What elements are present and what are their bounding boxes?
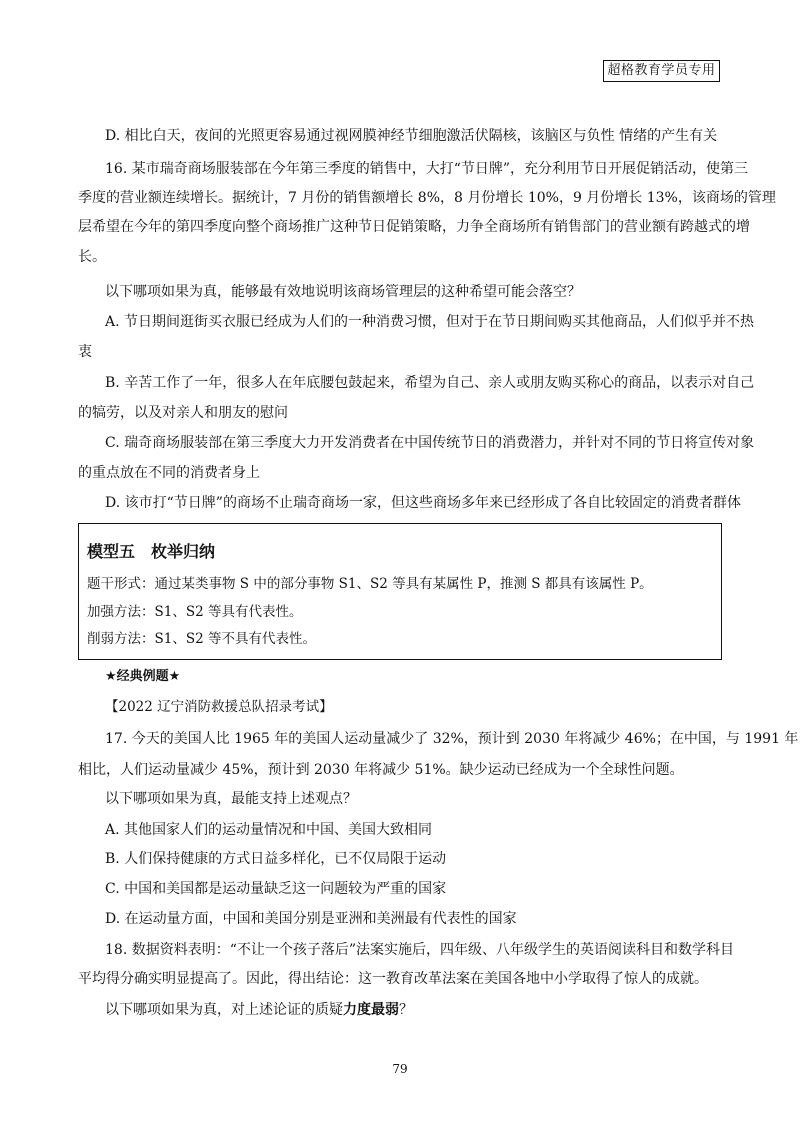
model-box-title: 模型五 枚举归纳 [87, 542, 216, 561]
model-box-form: 题干形式：通过某类事物 S 中的部分事物 S1、S2 等具有某属性 P，推测 S 都具有该属性 P。 [87, 576, 653, 592]
q18-stem-line-1: 18. 数据资料表明：“不让一个孩子落后”法案实施后，四年级、八年级学生的英语阅读科目和数学科目 [105, 942, 735, 958]
model-box [78, 523, 722, 660]
q18-question-suffix: ？ [399, 1002, 413, 1018]
q16-option-b-line-2: 的犒劳，以及对亲人和朋友的慰问 [78, 405, 288, 421]
q18-question-emphasis: 力度最弱 [343, 1002, 399, 1018]
q18-question-prefix: 以下哪项如果为真，对上述论证的质疑 [105, 1002, 343, 1018]
q17-option-a: A. 其他国家人们的运动量情况和中国、美国大致相同 [105, 822, 433, 838]
q16-question: 以下哪项如果为真，能够最有效地说明该商场管理层的这种希望可能会落空？ [105, 284, 581, 300]
q18-stem-line-2: 平均得分确实明显提高了。因此，得出结论：这一教育改革法案在美国各地中小学取得了惊人的成就。 [78, 971, 708, 987]
q16-option-a-line-2: 衷 [78, 344, 92, 360]
examples-heading: ★经典例题★ [105, 669, 181, 684]
q16-option-a-line-1: A. 节日期间逛街买衣服已经成为人们的一种消费习惯，但对于在节日期间购买其他商品，人们似乎并不热 [105, 314, 755, 330]
q15-option-d: D. 相比白天，夜间的光照更容易通过视网膜神经节细胞激活伏隔核，该脑区与负性 情绪的产生有关 [105, 128, 718, 144]
q17-stem-line-2: 相比，人们运动量减少 45%，预计到 2030 年将减少 51%。缺少运动已经成为一个全球性问题。 [78, 762, 684, 778]
q16-option-c-line-1: C. 瑞奇商场服装部在第三季度大力开发消费者在中国传统节日的消费潜力，并针对不同的节日将宣传对象 [105, 435, 755, 451]
q17-option-c: C. 中国和美国都是运动量缺乏这一问题较为严重的国家 [105, 881, 447, 897]
model-box-weaken: 削弱方法：S1、S2 等不具有代表性。 [87, 631, 316, 647]
q16-stem-line-4: 长。 [78, 249, 106, 265]
examples-source: 【2022 辽宁消防救援总队招录考试】 [105, 699, 333, 715]
q16-option-c-line-2: 的重点放在不同的消费者身上 [78, 465, 260, 481]
q17-option-d: D. 在运动量方面，中国和美国分别是亚洲和美洲最有代表性的国家 [105, 911, 517, 927]
q16-stem-line-3: 层希望在今年的第四季度向整个商场推广这种节日促销策略，力争全商场所有销售部门的营业额有跨越式的增 [78, 219, 750, 235]
q17-stem-line-1: 17. 今天的美国人比 1965 年的美国人运动量减少了 32%，预计到 2030 年将减少 46%；在中国，与 1991 年 [105, 731, 799, 747]
q16-option-b-line-1: B. 辛苦工作了一年，很多人在年底腰包鼓起来，希望为自己、亲人或朋友购买称心的商品，以表示对自己 [105, 375, 755, 391]
q16-option-d: D. 该市打“节日牌”的商场不止瑞奇商场一家，但这些商场多年来已经形成了各自比较固定的消费者群体 [105, 495, 741, 511]
q17-option-b: B. 人们保持健康的方式日益多样化，已不仅局限于运动 [105, 851, 447, 867]
q17-question: 以下哪项如果为真，最能支持上述观点？ [105, 791, 357, 807]
q16-stem-line-2: 季度的营业额连续增长。据统计，7 月份的销售额增长 8%，8 月份增长 10%，9 月份增长 13%，该商场的管理 [78, 190, 776, 206]
q18-question [105, 1001, 413, 1019]
model-box-strengthen: 加强方法：S1、S2 等具有代表性。 [87, 604, 303, 620]
header-tag: 超格教育学员专用 [603, 60, 720, 82]
page-number: 79 [392, 1062, 408, 1076]
q16-stem-line-1: 16. 某市瑞奇商场服装部在今年第三季度的销售中，大打“节日牌”，充分利用节日开展促销活动，使第三 [105, 161, 749, 177]
